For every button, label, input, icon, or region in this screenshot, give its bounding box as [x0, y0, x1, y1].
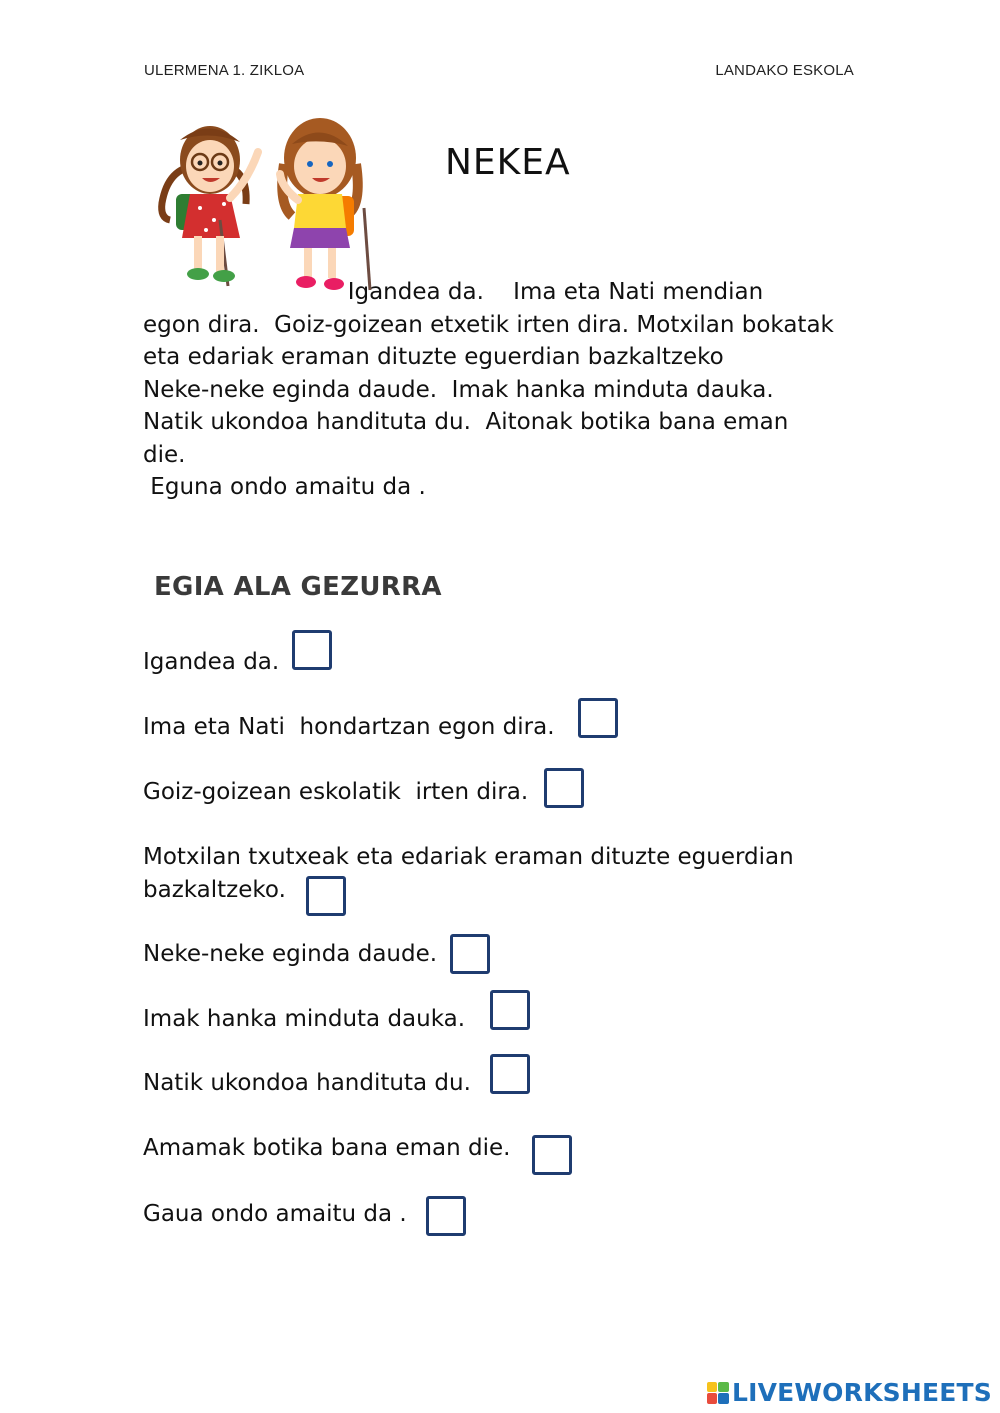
- question-item: [143, 938, 437, 971]
- question-text: Goiz-goizean eskolatik irten dira.: [143, 779, 529, 805]
- question-item: [143, 1067, 471, 1100]
- story-line: Neke-neke eginda daude. Imak hanka minduta dauka.: [143, 376, 774, 403]
- question-text: Neke-neke eginda daude.: [143, 941, 438, 967]
- question-text: Gaua ondo amaitu da .: [143, 1201, 407, 1227]
- liveworksheets-logo-icon: [707, 1382, 729, 1404]
- question-text: Ima eta Nati hondartzan egon dira.: [143, 714, 555, 740]
- question-item: [143, 711, 555, 744]
- story-text: [143, 276, 873, 504]
- question-text: Imak hanka minduta dauka.: [143, 1006, 466, 1032]
- story-line: Eguna ondo amaitu da .: [143, 474, 426, 500]
- story-line: egon dira. Goiz-goizean etxetik irten dira. Motxilan bokatak: [143, 311, 834, 338]
- question-item: [143, 1003, 465, 1036]
- answer-box[interactable]: [544, 768, 584, 808]
- answer-box[interactable]: [450, 934, 490, 974]
- story-line: Natik ukondoa handituta du. Aitonak botika bana eman: [143, 409, 789, 435]
- header-right-text: LANDAKO ESKOLA: [715, 62, 854, 79]
- page-title: NEKEA: [445, 142, 571, 183]
- answer-box[interactable]: [532, 1135, 572, 1175]
- answer-box[interactable]: [306, 876, 346, 916]
- answer-box[interactable]: [426, 1196, 466, 1236]
- header-left-text: ULERMENA 1. ZIKLOA: [144, 62, 305, 79]
- answer-box[interactable]: [490, 1054, 530, 1094]
- question-item: [143, 646, 279, 679]
- hiking-girls-illustration: [148, 108, 384, 298]
- logo-tile: [718, 1382, 729, 1393]
- logo-tile: [718, 1393, 729, 1404]
- question-item: [143, 841, 794, 906]
- section-title: EGIA ALA GEZURRA: [154, 572, 442, 602]
- question-item: [143, 776, 528, 809]
- answer-box[interactable]: [490, 990, 530, 1030]
- story-line: eta edariak eraman dituzte eguerdian bazkaltzeko: [143, 344, 724, 370]
- story-line: die.: [143, 441, 186, 468]
- question-text: bazkaltzeko.: [143, 876, 286, 903]
- question-text: Igandea da.: [143, 649, 280, 675]
- logo-tile: [707, 1393, 718, 1404]
- question-text: Amamak botika bana eman die.: [143, 1135, 511, 1161]
- question-item: [143, 1198, 407, 1231]
- logo-tile: [707, 1382, 718, 1393]
- question-text: Natik ukondoa handituta du.: [143, 1070, 471, 1096]
- story-line: Igandea da. Ima eta Nati mendian: [143, 279, 764, 305]
- answer-box[interactable]: [292, 630, 332, 670]
- question-text: Motxilan txutxeak eta edariak eraman dituzte eguerdian: [143, 844, 794, 870]
- question-item: [143, 1132, 510, 1165]
- brand-name: LIVEWORKSHEETS: [731, 1378, 992, 1407]
- answer-box[interactable]: [578, 698, 618, 738]
- liveworksheets-brand[interactable]: [707, 1378, 992, 1407]
